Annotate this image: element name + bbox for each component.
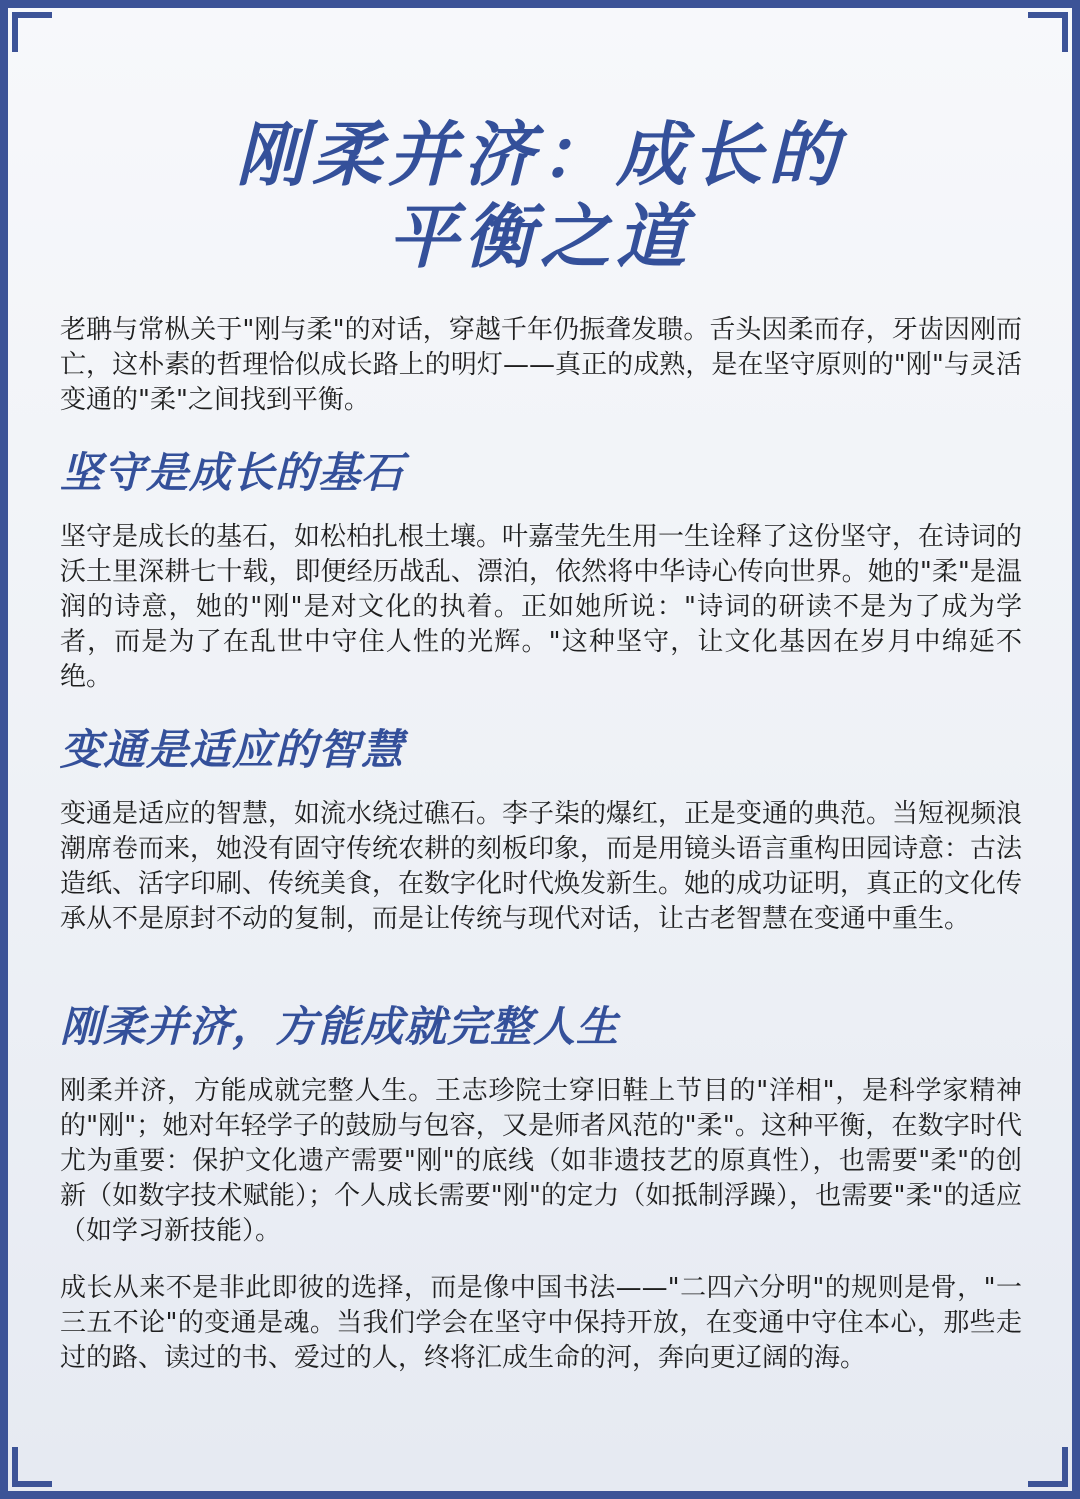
conclusion-paragraph: 成长从来不是非此即彼的选择，而是像中国书法——"二四六分明"的规则是骨，"一三五不论"的变通是魂。当我们学会在坚守中保持开放，在变通中守住本心，那些走过的路、读过的书、爱过的人，终将汇成生命的河，奔向更辽阔的海。 xyxy=(60,1273,1022,1373)
page-title xyxy=(8,114,1072,278)
corner-decoration xyxy=(12,12,52,52)
section-heading: 坚守是成长的基石 xyxy=(60,448,405,497)
section-body: 变通是适应的智慧，如流水绕过礁石。李子柒的爆红，正是变通的典范。当短视频浪潮席卷而来，她没有固守传统农耕的刻板印象，而是用镜头语言重构田园诗意：古法造纸、活字印刷、传统美食，在数字化时代焕发新生。她的成功证明，真正的文化传承从不是原封不动的复制，而是让传统与现代对话，让古老智慧在变通中重生。 xyxy=(60,799,1023,934)
section-body: 坚守是成长的基石，如松柏扎根土壤。叶嘉莹先生用一生诠释了这份坚守，在诗词的沃土里深耕七十载，即便经历战乱、漂泊，依然将中华诗心传向世界。她的"柔"是温润的诗意，她的"刚"是对文化的执着。正如她所说："诗词的研读不是为了成为学者，而是为了在乱世中守住人性的光辉。"这种坚守，让文化基因在岁月中绵延不绝。 xyxy=(60,522,1023,692)
corner-decoration xyxy=(12,1447,52,1487)
section-body: 刚柔并济，方能成就完整人生。王志珍院士穿旧鞋上节目的"洋相"，是科学家精神的"刚"；她对年轻学子的鼓励与包容，又是师者风范的"柔"。这种平衡，在数字时代尤为重要：保护文化遗产需要"刚"的底线（如非遗技艺的原真性），也需要"柔"的创新（如数字技术赋能）；个人成长需要"刚"的定力（如抵制浮躁），也需要"柔"的适应（如学习新技能）。 xyxy=(60,1076,1022,1246)
section-heading: 变通是适应的智慧 xyxy=(60,725,405,774)
corner-decoration xyxy=(1028,12,1068,52)
section-heading: 刚柔并济，方能成就完整人生 xyxy=(60,1002,620,1051)
article-page xyxy=(8,8,1072,1491)
corner-decoration xyxy=(1028,1447,1068,1487)
intro-paragraph: 老聃与常枞关于"刚与柔"的对话，穿越千年仍振聋发聩。舌头因柔而存，牙齿因刚而亡，这朴素的哲理恰似成长路上的明灯——真正的成熟，是在坚守原则的"刚"与灵活变通的"柔"之间找到平衡。 xyxy=(60,315,1022,415)
title-line-2: 平衡之道 xyxy=(388,196,692,278)
title-line-1: 刚柔并济：成长的 xyxy=(236,114,844,196)
